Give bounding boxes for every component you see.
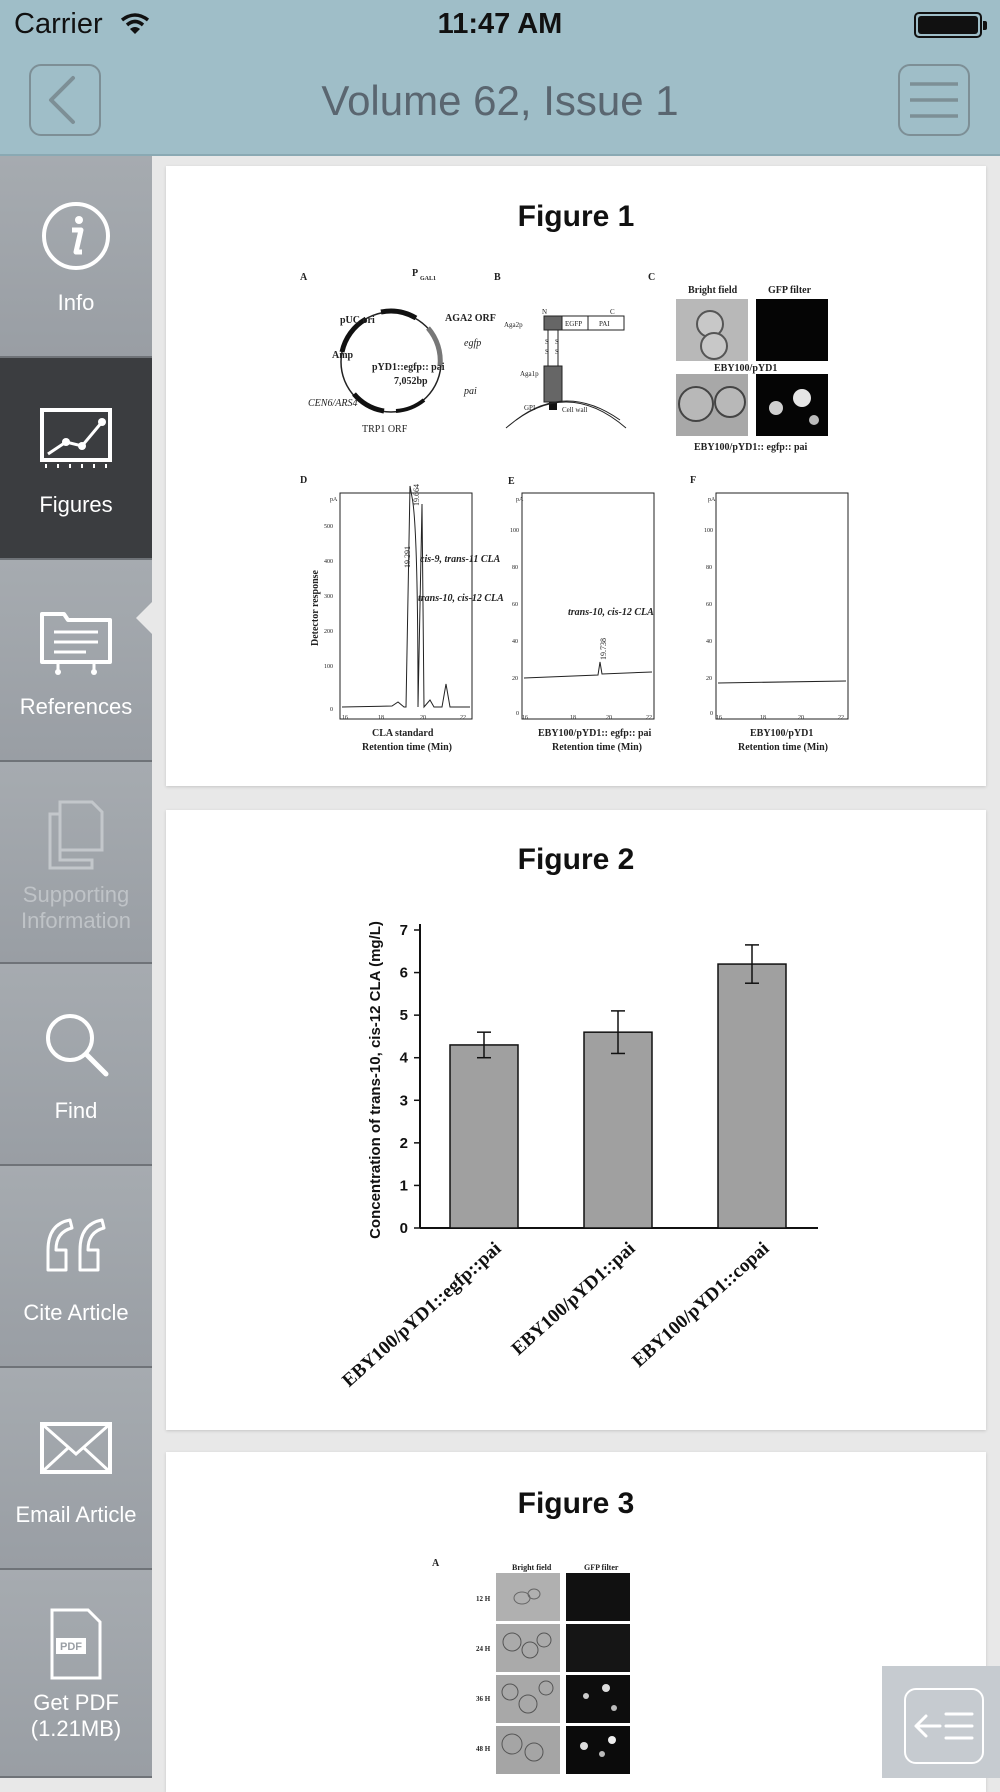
- tick-label: 100: [704, 528, 713, 534]
- sidebar-item-label: Email Article: [15, 1502, 137, 1527]
- tick-label: 18: [378, 715, 384, 721]
- axis-unit: pA: [516, 497, 524, 503]
- tick-label: 80: [706, 565, 712, 571]
- axis-label: Retention time (Min): [362, 742, 452, 753]
- panel-label: A: [300, 272, 308, 283]
- x-category-label: EBY100/pYD1::egfp::pai: [338, 1238, 506, 1392]
- tick-label: 16: [342, 715, 348, 721]
- micro-label: GFP filter: [768, 285, 812, 296]
- panel-label: C: [648, 272, 656, 283]
- tick-label: 20: [606, 715, 612, 721]
- figure-card[interactable]: [166, 1452, 986, 1792]
- tick-label: 40: [512, 639, 518, 645]
- sidebar-item-label: Find: [54, 1098, 98, 1123]
- plasmid-label: pYD1::egfp:: pai: [372, 362, 445, 373]
- peak-label: 19.738: [599, 638, 608, 660]
- plasmid-label: CEN6/ARS4: [308, 398, 358, 409]
- quote-icon: [36, 1206, 116, 1286]
- tick-label: 60: [512, 602, 518, 608]
- column-label: Bright field: [512, 1563, 552, 1572]
- axis-label: Retention time (Min): [738, 742, 828, 753]
- tick-label: 16: [716, 715, 722, 721]
- sidebar-item-supporting-information[interactable]: [0, 762, 152, 964]
- micro-label: Bright field: [688, 285, 738, 296]
- tick-label: 60: [706, 602, 712, 608]
- display-label: S: [555, 348, 559, 356]
- info-icon: [36, 196, 116, 276]
- arrow-left-lines-icon: [906, 1690, 982, 1762]
- figure-card[interactable]: [166, 166, 986, 786]
- nav-bar: [0, 50, 1000, 156]
- display-label: Aga1p: [520, 370, 539, 378]
- row-label: 12 H: [476, 1595, 491, 1603]
- back-button[interactable]: [29, 64, 101, 136]
- display-label: EGFP: [565, 320, 583, 328]
- bar: [450, 1045, 518, 1228]
- display-label: N: [542, 308, 548, 316]
- tick-label: 400: [324, 559, 333, 565]
- y-tick-label: 2: [399, 1134, 408, 1152]
- tick-label: 40: [706, 639, 712, 645]
- annotation: trans-10, cis-12 CLA: [568, 607, 654, 618]
- status-bar: [0, 0, 1000, 50]
- axis-label: Detector response: [310, 570, 321, 646]
- peak-label: 19.291: [403, 546, 412, 568]
- sidebar-item-label: Cite Article: [23, 1300, 129, 1325]
- sidebar-item-find[interactable]: [0, 964, 152, 1166]
- tick-label: 20: [512, 676, 518, 682]
- tick-label: 22: [646, 715, 652, 721]
- plasmid-label: GAL1: [420, 276, 437, 282]
- panel-label: E: [508, 476, 515, 487]
- sidebar-item-label: Get PDF (1.21MB): [30, 1690, 122, 1741]
- sidebar-item-info[interactable]: [0, 156, 152, 358]
- clock: 11:47 AM: [437, 8, 563, 40]
- sidebar-item-email-article[interactable]: [0, 1368, 152, 1570]
- plasmid-label: pUC ori: [340, 315, 375, 326]
- y-axis-label: Concentration of trans-10, cis-12 CLA (mg/L): [367, 921, 384, 1239]
- micro-label: EBY100/pYD1: [714, 363, 778, 374]
- envelope-icon: [36, 1408, 116, 1488]
- figure-card[interactable]: [166, 810, 986, 1430]
- sidebar: [0, 156, 152, 1778]
- tick-label: 22: [838, 715, 844, 721]
- tick-label: 22: [460, 715, 466, 721]
- documents-icon: [36, 796, 116, 876]
- tick-label: 20: [420, 715, 426, 721]
- peak-label: 19.664: [412, 484, 421, 506]
- carrier-label: Carrier: [14, 8, 103, 40]
- plasmid-label: AGA2 ORF: [445, 313, 496, 324]
- axis-unit: pA: [708, 497, 716, 503]
- plasmid-label: P: [412, 268, 419, 279]
- sidebar-item-references[interactable]: [0, 560, 152, 762]
- x-category-label: EBY100/pYD1::copai: [628, 1238, 774, 1372]
- display-label: Cell wall: [562, 406, 588, 414]
- tick-label: 0: [710, 711, 713, 717]
- row-label: 36 H: [476, 1695, 491, 1703]
- tick-label: 0: [516, 711, 519, 717]
- sidebar-item-label: Figures: [39, 492, 113, 517]
- page-title: Volume 62, Issue 1: [321, 77, 679, 124]
- display-label: Aga2p: [504, 321, 523, 329]
- x-category-label: EBY100/pYD1::pai: [507, 1238, 640, 1360]
- row-label: 48 H: [476, 1745, 491, 1753]
- figure-title: Figure 2: [517, 843, 635, 876]
- plasmid-label: egfp: [464, 338, 482, 349]
- annotation: trans-10, cis-12 CLA: [418, 593, 504, 604]
- sidebar-item-label: References: [19, 694, 133, 719]
- display-label: C: [610, 308, 615, 316]
- y-tick-label: 5: [399, 1007, 408, 1025]
- plasmid-label: TRP1 ORF: [362, 424, 408, 435]
- tick-label: 16: [522, 715, 528, 721]
- y-tick-label: 1: [399, 1177, 408, 1195]
- collapse-panel-button[interactable]: [882, 1666, 1000, 1778]
- tick-label: 200: [324, 629, 333, 635]
- pdf-icon: [36, 1604, 116, 1684]
- tick-label: 20: [706, 676, 712, 682]
- row-label: 24 H: [476, 1645, 491, 1653]
- figure-3-image: [166, 1452, 986, 1792]
- y-tick-label: 3: [399, 1092, 408, 1110]
- annotation: cis-9, trans-11 CLA: [420, 554, 501, 565]
- axis-label: EBY100/pYD1: [750, 728, 814, 739]
- axis-unit: pA: [330, 497, 338, 503]
- panel-label: D: [300, 475, 308, 486]
- plasmid-label: pai: [464, 386, 477, 397]
- figures-icon: [36, 398, 116, 478]
- bar: [718, 964, 786, 1228]
- tick-label: 500: [324, 524, 333, 530]
- figure-2-chart: [166, 810, 986, 1430]
- menu-button[interactable]: [898, 64, 970, 136]
- tick-label: 18: [760, 715, 766, 721]
- figure-1-image: [166, 166, 986, 786]
- chevron-left-icon: [31, 66, 99, 134]
- column-label: GFP filter: [584, 1563, 619, 1572]
- bar: [584, 1032, 652, 1228]
- tick-label: 0: [330, 707, 333, 713]
- display-label: S: [555, 338, 559, 346]
- tick-label: 80: [512, 565, 518, 571]
- y-tick-label: 6: [399, 964, 408, 982]
- display-label: S: [545, 348, 549, 356]
- sidebar-item-get-pdf[interactable]: [0, 1570, 152, 1778]
- plasmid-label: Amp: [332, 350, 354, 361]
- tick-label: 300: [324, 594, 333, 600]
- active-pointer: [136, 602, 152, 634]
- svg-text:PDF: PDF: [60, 1641, 82, 1653]
- tick-label: 100: [510, 528, 519, 534]
- hamburger-icon: [900, 66, 968, 134]
- display-label: S: [545, 338, 549, 346]
- y-tick-label: 7: [399, 922, 408, 939]
- sidebar-item-figures[interactable]: [0, 358, 152, 560]
- references-icon: [36, 600, 116, 680]
- sidebar-item-label: Info: [57, 290, 95, 315]
- y-tick-label: 4: [399, 1049, 408, 1067]
- axis-label: EBY100/pYD1:: egfp:: pai: [538, 728, 652, 739]
- y-tick-label: 0: [399, 1220, 408, 1237]
- display-label: PAI: [599, 320, 610, 328]
- figure-title: Figure 3: [517, 1487, 635, 1520]
- axis-label: CLA standard: [372, 728, 434, 739]
- panel-label: F: [690, 475, 697, 486]
- figure-title: Figure 1: [517, 200, 635, 233]
- search-icon: [36, 1004, 116, 1084]
- axis-label: Retention time (Min): [552, 742, 642, 753]
- sidebar-item-cite-article[interactable]: [0, 1166, 152, 1368]
- panel-label: A: [432, 1558, 440, 1569]
- micro-label: EBY100/pYD1:: egfp:: pai: [694, 442, 808, 453]
- tick-label: 18: [570, 715, 576, 721]
- plasmid-label: 7,052bp: [394, 376, 428, 387]
- panel-label: B: [494, 272, 501, 283]
- battery-icon: [914, 12, 982, 38]
- tick-label: 20: [798, 715, 804, 721]
- sidebar-item-label: Supporting Information: [20, 882, 132, 933]
- display-label: GPI: [524, 404, 536, 412]
- tick-label: 100: [324, 664, 333, 670]
